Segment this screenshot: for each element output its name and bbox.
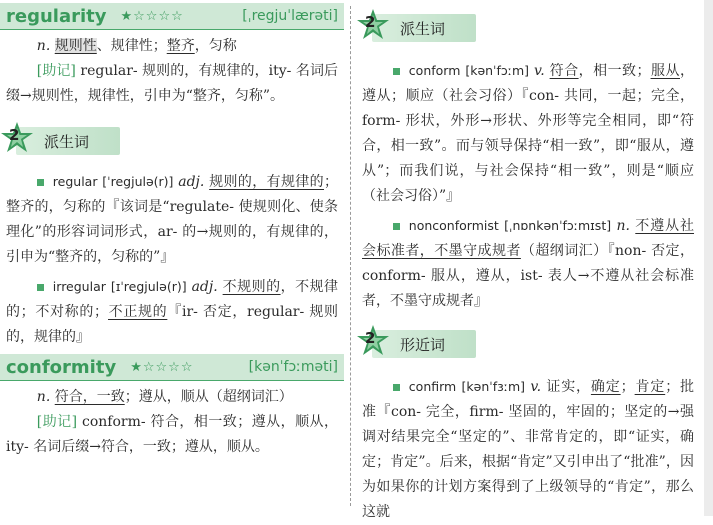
square-bullet-icon [393, 384, 400, 391]
right-column [356, 0, 700, 525]
phonetic: [ˌregjuˈlærəti] [242, 8, 338, 24]
section-similar-words: 2 形近词 [356, 324, 700, 358]
square-bullet-icon [37, 179, 44, 186]
frequency-stars: ★☆☆☆☆ [120, 8, 184, 24]
similar-entry-confirm: confirm [kənˈfɜːm] v. 证实，确定；肯定；批准『con- 完全，firm- 坚固的，牢固的；坚定的→强调对结果完全“坚定的”、非常肯定的，即“证实，确定；肯定”。后来，根据“肯定”又引申出了“批准”，因为如果你的计划方案得到了上级领导的“肯定”，那么这就 [362, 379, 695, 520]
mnemonic: [助记] conform- 符合，相一致；遵从，顺从，ity- 名词后缀→符合，一致；遵从，顺从。 [6, 414, 338, 455]
section-derived-words: 2 派生词 [356, 8, 700, 42]
derived-entry-regular: regular [ˈregjulə(r)] adj. 规则的，有规律的；整齐的，匀称的『该词是“regulate- 使规则化、使条理化”的形容词词形式，ar- 的→规则的，有规律的，引申为“整齐的，匀称的”』 [6, 174, 339, 265]
section-title: 形近词 [400, 336, 446, 354]
square-bullet-icon [393, 68, 400, 75]
definition: n. 规则性、规律性；整齐，匀称 [36, 38, 237, 54]
entry-header-regularity [0, 3, 344, 30]
square-bullet-icon [37, 284, 44, 291]
derived-entry-nonconformist: nonconformist [ˌnɒnkənˈfɔːmɪst] n. 不遵从社会标准者，不墨守成规者（超纲词汇）『non- 否定，conform- 服从，遵从，ist- 表人→不遵从社会标准者，不墨守成规者』 [362, 218, 695, 309]
derived-entry-irregular: irregular [ɪˈregjulə(r)] adj. 不规则的，不规律的；不对称的；不正规的『ir- 否定，regular- 规则的，规律的』 [6, 279, 339, 345]
derived-entry-conform: conform [kənˈfɔːm] v. 符合，相一致；服从，遵从；顺应（社会习俗）『con- 共同，一起；完全，form- 形状，外形→形状、外形等完全相同，即“符合，相一致”。而与领导保持“相一致”，即“服从，遵从”；而我们说，与社会保持“相一致”，则是“顺应（社会习俗）”』 [362, 63, 695, 204]
mnemonic: [助记] regular- 规则的，有规律的，ity- 名词后缀→规则性，规律性，引申为“整齐，匀称”。 [6, 63, 339, 104]
phonetic: [kənˈfɔːməti] [248, 359, 338, 375]
section-derived-words: 2 派生词 [0, 121, 344, 155]
column-divider [350, 6, 351, 506]
definition: n. 符合，一致；遵从，顺从（超纲词汇） [36, 389, 293, 405]
entry-header-conformity [0, 354, 344, 381]
section-title: 派生词 [400, 20, 446, 38]
headword: regularity [6, 5, 107, 27]
scroll-edge [704, 0, 713, 516]
left-column [0, 0, 344, 460]
square-bullet-icon [393, 223, 400, 230]
headword: conformity [6, 356, 117, 378]
frequency-stars: ★☆☆☆☆ [130, 359, 194, 375]
section-title: 派生词 [44, 133, 90, 151]
